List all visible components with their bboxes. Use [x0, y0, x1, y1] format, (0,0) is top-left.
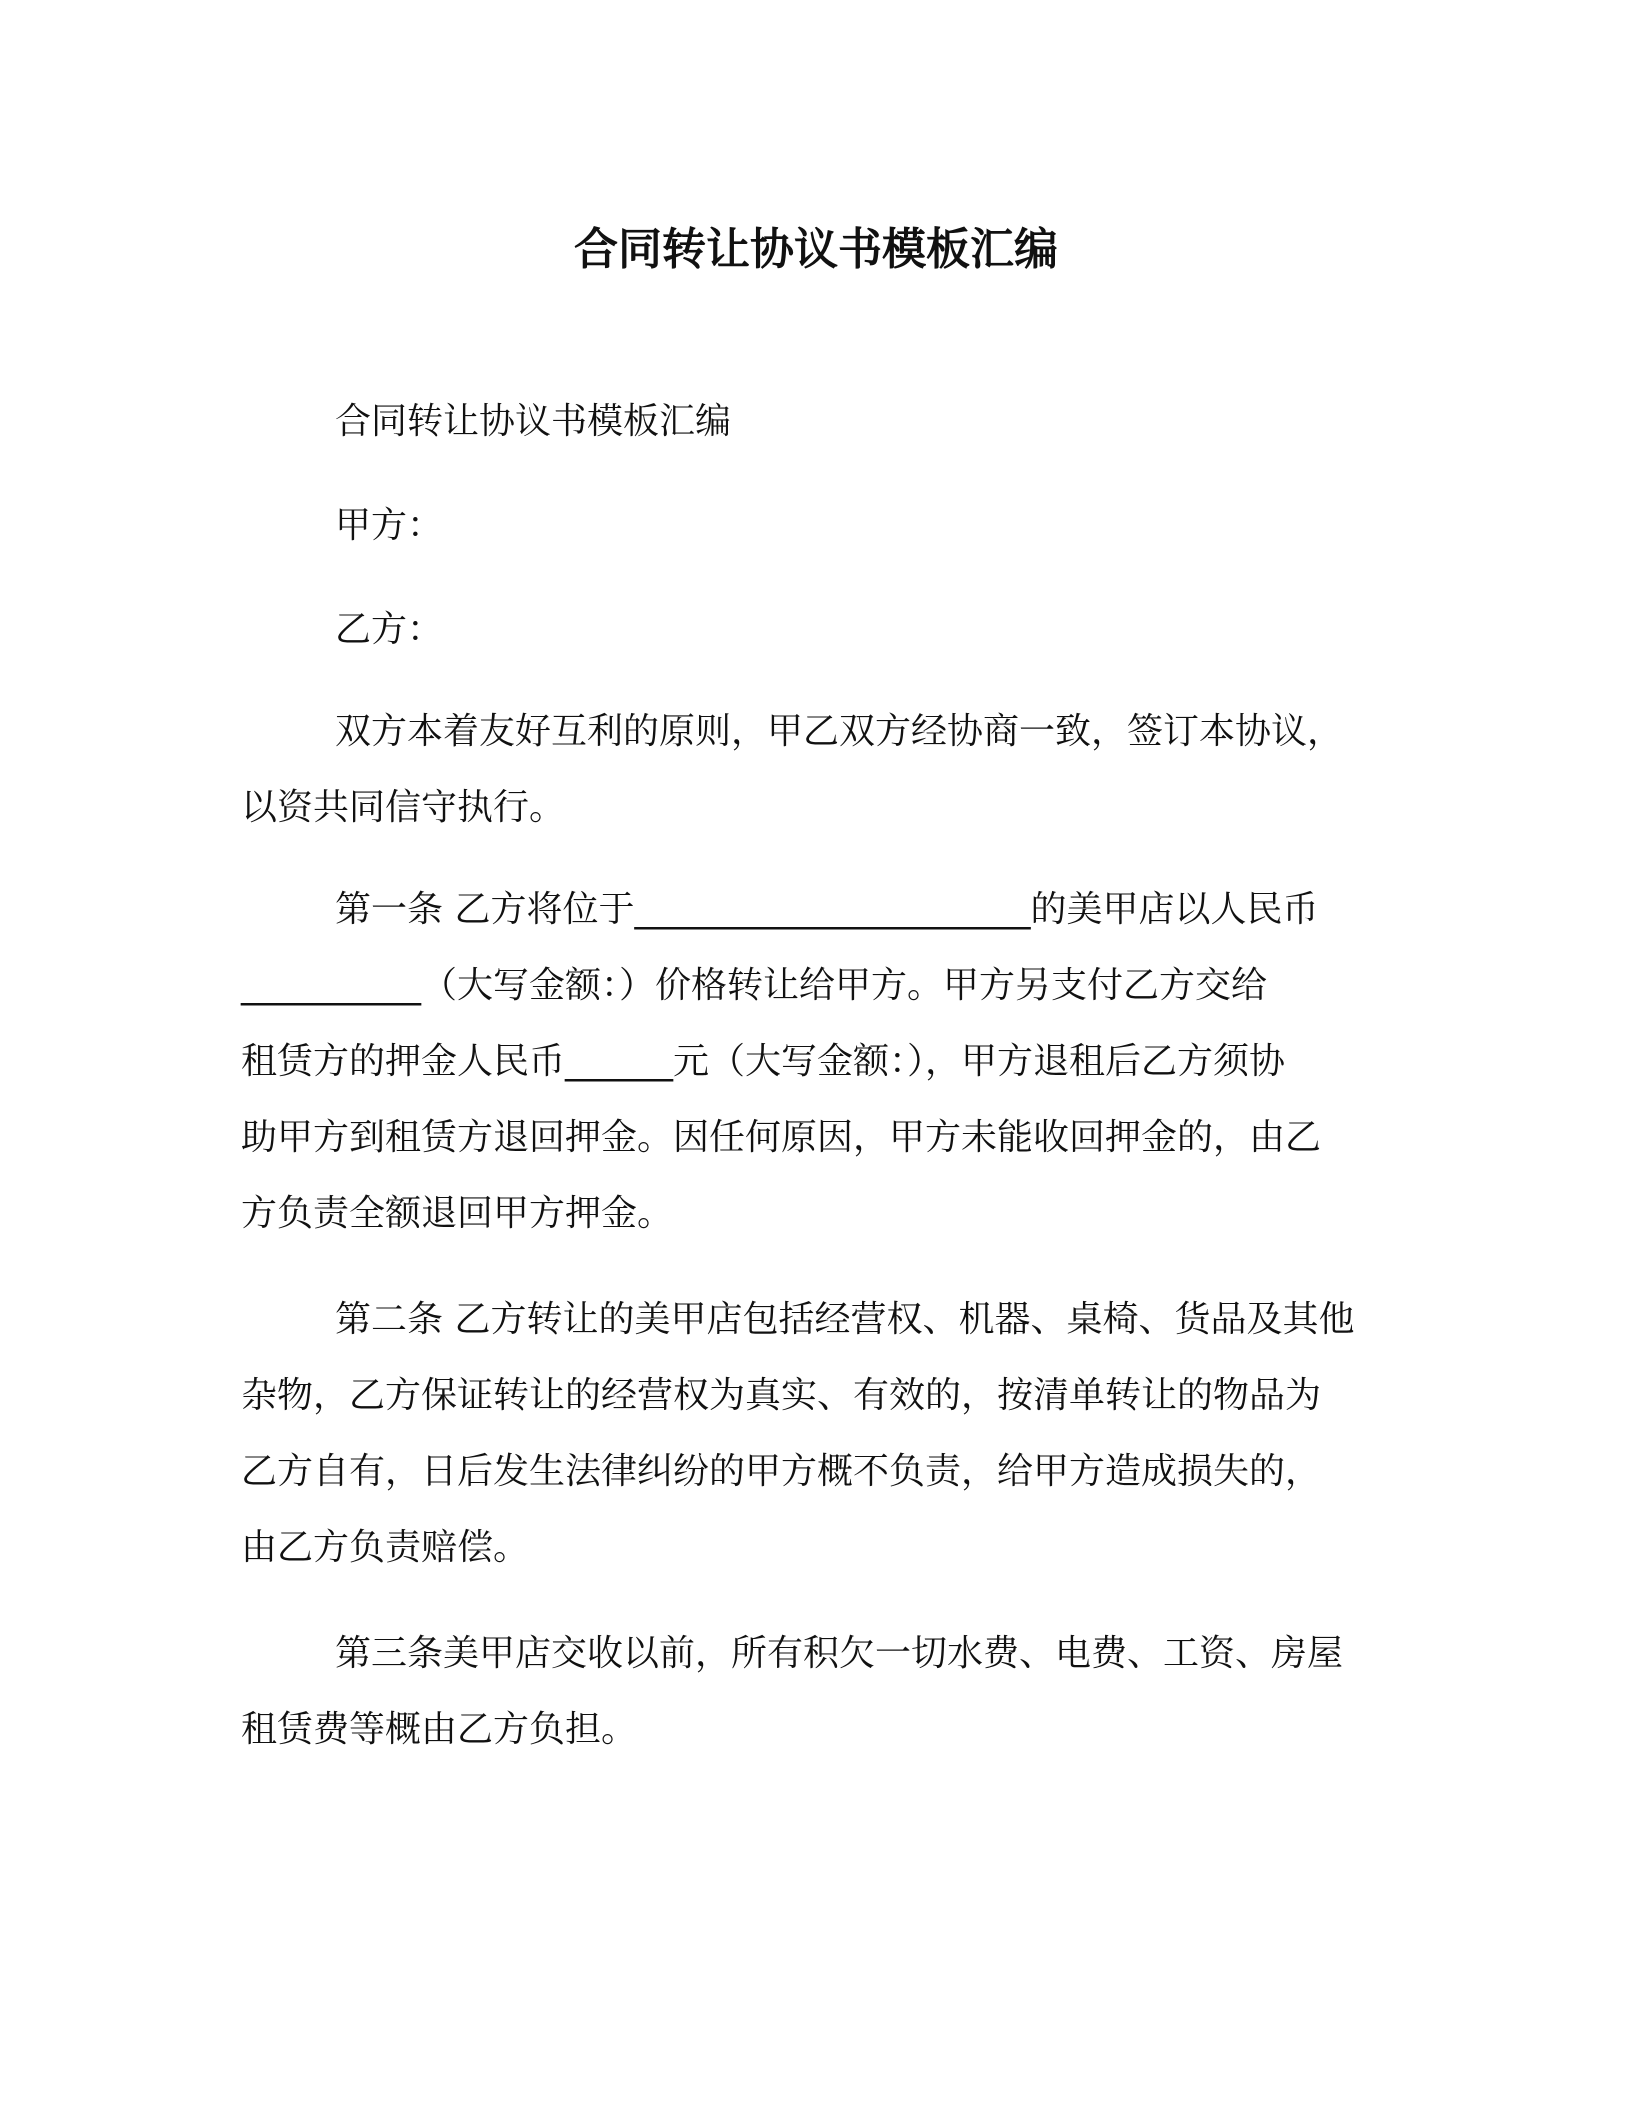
article-1-line: __________（大写金额：）价格转让给甲方。甲方另支付乙方交给 — [241, 965, 1268, 1006]
article-2-line: 杂物，乙方保证转让的经营权为真实、有效的，按清单转让的物品为 — [241, 1375, 1322, 1416]
article-1-line: 租赁方的押金人民币______元（大写金额：），甲方退租后乙方须协 — [241, 1041, 1286, 1082]
article-1-line: 助甲方到租赁方退回押金。因任何原因，甲方未能收回押金的，由乙 — [241, 1117, 1322, 1158]
document-title: 合同转让协议书模板汇编 — [574, 224, 1058, 275]
article-2-line: 第二条 乙方转让的美甲店包括经营权、机器、桌椅、货品及其他 — [335, 1299, 1355, 1340]
article-3-line: 第三条美甲店交收以前，所有积欠一切水费、电费、工资、房屋 — [335, 1633, 1344, 1674]
article-3-line: 租赁费等概由乙方负担。 — [241, 1709, 638, 1750]
document-subtitle: 合同转让协议书模板汇编 — [335, 401, 732, 442]
article-1-line: 第一条 乙方将位于______________________的美甲店以人民币 — [335, 889, 1319, 930]
article-2-line: 由乙方负责赔偿。 — [241, 1527, 530, 1568]
party-a-label: 甲方： — [335, 505, 444, 546]
article-1-line: 方负责全额退回甲方押金。 — [241, 1193, 674, 1234]
preamble-line: 双方本着友好互利的原则，甲乙双方经协商一致，签订本协议， — [335, 711, 1344, 752]
preamble-line: 以资共同信守执行。 — [241, 787, 566, 828]
party-b-label: 乙方： — [335, 609, 444, 650]
article-2-line: 乙方自有，日后发生法律纠纷的甲方概不负责，给甲方造成损失的， — [241, 1451, 1322, 1492]
